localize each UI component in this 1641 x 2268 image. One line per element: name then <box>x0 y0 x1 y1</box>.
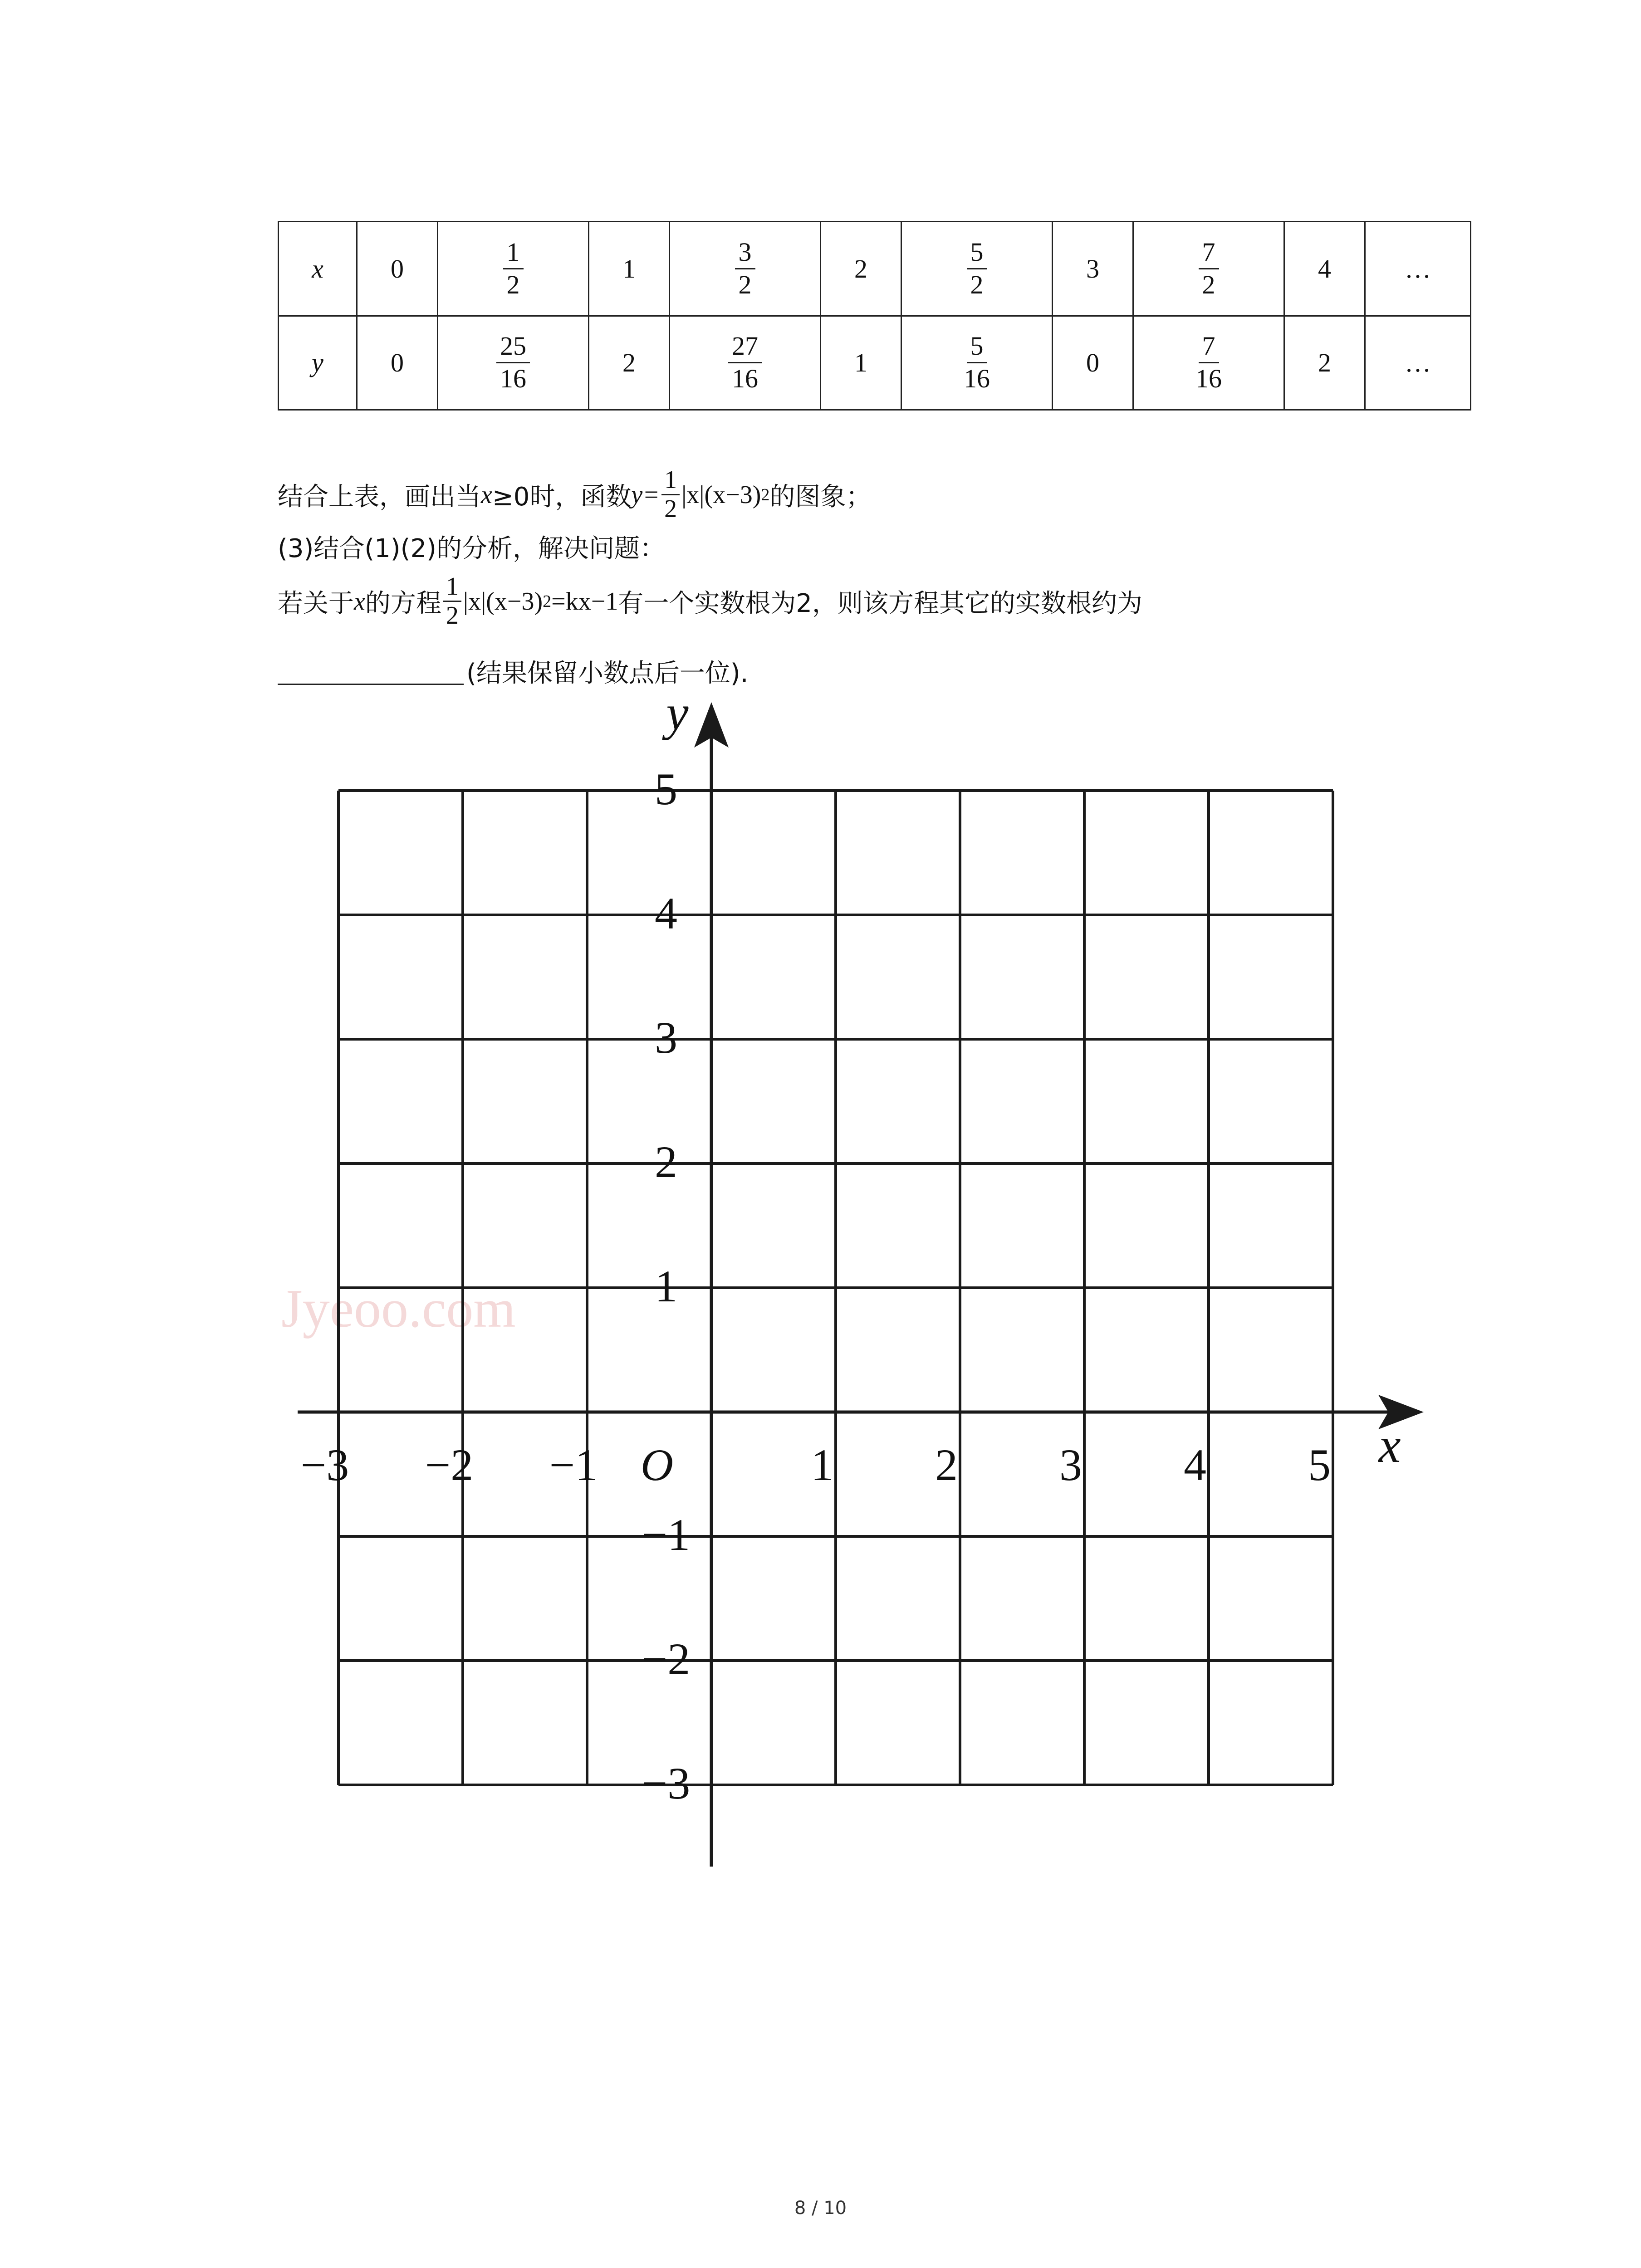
y-tick-label: 5 <box>655 764 677 814</box>
y-tick-label: −2 <box>642 1634 691 1684</box>
fraction-denominator: 2 <box>506 269 520 299</box>
x-tick-label: −2 <box>425 1440 474 1490</box>
table-cell: 3 <box>1053 222 1133 316</box>
line3-frac-den: 2 <box>446 601 459 630</box>
x-tick-label: 3 <box>1059 1440 1082 1490</box>
line1-var-x: x <box>481 480 492 509</box>
fraction-numerator: 5 <box>967 239 987 269</box>
table-cell: 2 <box>821 222 901 316</box>
page-number: 8 / 10 <box>794 2198 847 2219</box>
table-cell: … <box>1365 316 1471 410</box>
table-row-header: x <box>279 222 357 316</box>
table-cell: 0 <box>357 222 438 316</box>
table-cell: 2 <box>589 316 670 410</box>
fraction-denominator: 16 <box>500 364 526 394</box>
part3-heading: (3)结合(1)(2)的分析，解决问题： <box>278 534 665 563</box>
line1-frac-num: 1 <box>661 467 680 495</box>
origin-label: O <box>640 1440 674 1490</box>
table-row-header: y <box>279 316 357 410</box>
line3-exponent: 2 <box>543 591 552 611</box>
line3-text-b: 的方程 <box>365 588 441 618</box>
line1-text-a: 结合上表，画出当 <box>278 482 481 512</box>
fraction-denominator: 16 <box>732 364 758 394</box>
fraction-numerator: 25 <box>496 332 530 363</box>
table-cell: 1 <box>821 316 901 410</box>
x-tick-label: 5 <box>1308 1440 1331 1490</box>
table-cell: 4 <box>1284 222 1365 316</box>
y-axis-label: y <box>666 685 689 740</box>
line3-expression: |x|(x−3) <box>463 587 543 616</box>
y-tick-label: 1 <box>655 1261 677 1311</box>
y-tick-label: 4 <box>655 888 677 938</box>
x-tick-label: 4 <box>1184 1440 1206 1490</box>
watermark: Jyeoo.com <box>281 1278 516 1339</box>
y-tick-label: 2 <box>655 1137 677 1187</box>
table-cell: 0 <box>1053 316 1133 410</box>
table-cell: … <box>1365 222 1471 316</box>
line1-frac-den: 2 <box>664 495 677 523</box>
line3-equation-rhs: =kx−1 <box>551 587 618 616</box>
line3-text-a: 若关于 <box>278 588 354 618</box>
line3-var-x: x <box>354 587 365 616</box>
x-tick-label: −3 <box>300 1440 349 1490</box>
line3-text-c: 有一个实数根为2，则该方程其它的实数根约为 <box>618 588 1142 618</box>
line1-text-b: ≥0时，函数 <box>492 482 632 512</box>
table-cell: 1 <box>589 222 670 316</box>
y-tick-label: −3 <box>642 1758 691 1809</box>
fraction-numerator: 27 <box>728 332 762 363</box>
line4-text: (结果保留小数点后一位). <box>466 659 749 688</box>
line1-expression: |x|(x−3) <box>681 480 761 509</box>
x-tick-label: −1 <box>549 1440 598 1490</box>
fraction-numerator: 7 <box>1199 239 1219 269</box>
fraction-numerator: 3 <box>735 239 755 269</box>
line1-exponent: 2 <box>761 485 770 504</box>
x-tick-label: 1 <box>811 1440 833 1490</box>
table-cell: 2 <box>1284 316 1365 410</box>
fraction-denominator: 16 <box>1195 364 1222 394</box>
fraction-numerator: 1 <box>503 239 524 269</box>
line3-frac-num: 1 <box>443 574 461 602</box>
fraction-numerator: 5 <box>967 332 987 363</box>
fraction-denominator: 2 <box>1202 269 1215 299</box>
fraction-numerator: 7 <box>1199 332 1219 363</box>
line1-text-c: 的图象； <box>769 482 872 512</box>
y-tick-label: −1 <box>642 1510 691 1560</box>
x-axis-label: x <box>1378 1418 1401 1473</box>
table-cell: 0 <box>357 316 438 410</box>
y-tick-label: 3 <box>655 1012 677 1063</box>
fraction-denominator: 2 <box>738 269 752 299</box>
x-tick-label: 2 <box>935 1440 958 1490</box>
fraction-denominator: 2 <box>970 269 984 299</box>
fraction-denominator: 16 <box>964 364 990 394</box>
line1-y-eq: y= <box>631 480 660 509</box>
